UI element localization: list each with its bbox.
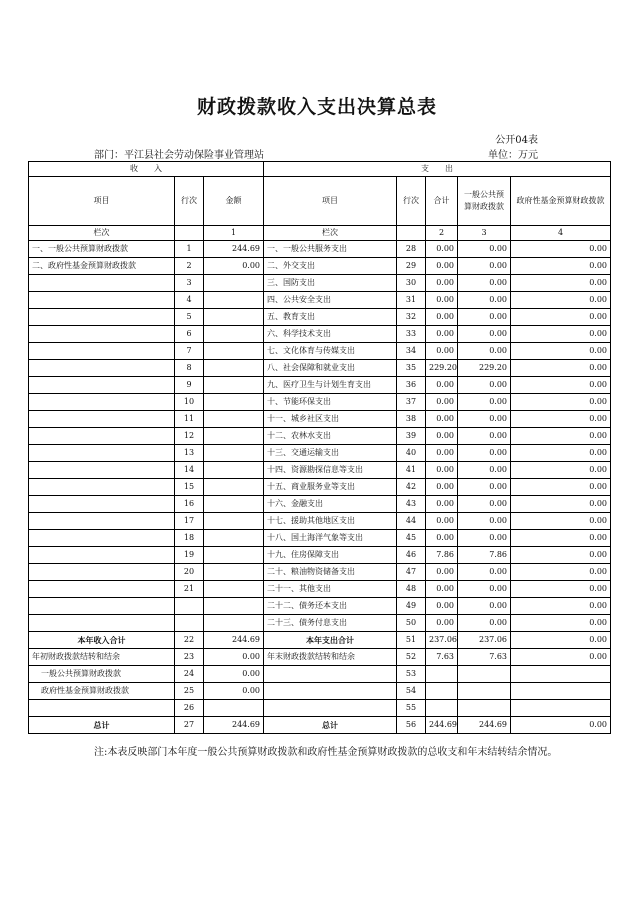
row-expense-fund: 0.00 (511, 326, 611, 343)
empty-cell (264, 683, 397, 700)
row-expense-total: 0.00 (426, 564, 458, 581)
row-expense-line: 37 (397, 394, 426, 411)
row-expense-total: 229.20 (426, 360, 458, 377)
row-income-amount (204, 615, 264, 632)
row-expense-line: 48 (397, 581, 426, 598)
row-expense-general: 0.00 (458, 309, 511, 326)
row-expense-total: 0.00 (426, 581, 458, 598)
row-expense-line: 39 (397, 428, 426, 445)
row-income-item (29, 275, 175, 292)
expense-total-fund: 0.00 (511, 632, 611, 649)
line-no: 52 (397, 649, 426, 666)
row-expense-total: 0.00 (426, 309, 458, 326)
row-income-item (29, 598, 175, 615)
col-item-left: 项目 (29, 177, 175, 226)
empty-cell (204, 700, 264, 717)
row-expense-fund: 0.00 (511, 411, 611, 428)
row-income-line: 20 (175, 564, 204, 581)
row-expense-line: 36 (397, 377, 426, 394)
table-row (29, 598, 611, 615)
row-expense-total: 0.00 (426, 496, 458, 513)
row-expense-general: 0.00 (458, 343, 511, 360)
row-income-line: 17 (175, 513, 204, 530)
table-row (29, 496, 611, 513)
grand-total-label-right: 总计 (264, 717, 397, 734)
end-balance-total: 7.63 (426, 649, 458, 666)
unit-label: 单位：万元 (488, 150, 538, 161)
row-expense-total: 0.00 (426, 258, 458, 275)
row-income-amount (204, 564, 264, 581)
row-expense-total: 0.00 (426, 275, 458, 292)
col-index-2: 2 (426, 226, 458, 241)
row-income-amount (204, 394, 264, 411)
grand-total-right: 244.69 (426, 717, 458, 734)
row-expense-item: 十五、商业服务业等支出 (264, 479, 397, 496)
row-expense-fund: 0.00 (511, 547, 611, 564)
row-expense-fund: 0.00 (511, 462, 611, 479)
row-expense-line: 30 (397, 275, 426, 292)
table-row (29, 547, 611, 564)
line-no: 27 (175, 717, 204, 734)
row-income-item (29, 360, 175, 377)
begin-balance-label: 年初财政拨款结转和结余 (29, 649, 175, 666)
end-balance-general: 7.63 (458, 649, 511, 666)
row-expense-line: 50 (397, 615, 426, 632)
row-income-item (29, 564, 175, 581)
col-index-blank (397, 226, 426, 241)
row-expense-general: 0.00 (458, 411, 511, 428)
table-row (29, 445, 611, 462)
row-income-amount (204, 445, 264, 462)
row-expense-line: 34 (397, 343, 426, 360)
empty-cell (511, 700, 611, 717)
row-expense-line: 46 (397, 547, 426, 564)
col-line-right: 行次 (397, 177, 426, 226)
row-income-line: 9 (175, 377, 204, 394)
row-expense-general: 0.00 (458, 428, 511, 445)
row-expense-fund: 0.00 (511, 275, 611, 292)
row-income-item (29, 462, 175, 479)
table-row (29, 513, 611, 530)
row-expense-fund: 0.00 (511, 309, 611, 326)
row-expense-total: 0.00 (426, 292, 458, 309)
row-expense-fund: 0.00 (511, 598, 611, 615)
empty-cell (426, 683, 458, 700)
row-income-item (29, 309, 175, 326)
row-expense-item: 十、节能环保支出 (264, 394, 397, 411)
line-no: 24 (175, 666, 204, 683)
row-expense-item: 十三、交通运输支出 (264, 445, 397, 462)
empty-cell (29, 700, 175, 717)
row-income-amount (204, 428, 264, 445)
table-row (29, 292, 611, 309)
row-expense-fund: 0.00 (511, 479, 611, 496)
row-expense-item: 十七、援助其他地区支出 (264, 513, 397, 530)
row-income-amount (204, 309, 264, 326)
table-row (29, 309, 611, 326)
col-general-budget: 一般公共预算财政拨款 (458, 177, 511, 226)
grand-total-fund: 0.00 (511, 717, 611, 734)
begin-fund-label: 政府性基金预算财政拨款 (29, 683, 175, 700)
row-income-item (29, 377, 175, 394)
table-row (29, 241, 611, 258)
row-income-line: 1 (175, 241, 204, 258)
row-income-item (29, 343, 175, 360)
empty-cell (458, 700, 511, 717)
row-expense-general: 0.00 (458, 462, 511, 479)
row-expense-total: 0.00 (426, 615, 458, 632)
grand-total-label-left: 总计 (29, 717, 175, 734)
row-expense-fund: 0.00 (511, 496, 611, 513)
row-expense-item: 十八、国土海洋气象等支出 (264, 530, 397, 547)
row-income-amount: 244.69 (204, 241, 264, 258)
end-balance-label: 年末财政拨款结转和结余 (264, 649, 397, 666)
table-row (29, 343, 611, 360)
row-expense-general: 0.00 (458, 615, 511, 632)
row-income-line: 16 (175, 496, 204, 513)
row-expense-total: 0.00 (426, 428, 458, 445)
table-row (29, 462, 611, 479)
expense-total-general: 237.06 (458, 632, 511, 649)
table-row (29, 377, 611, 394)
row-income-line: 2 (175, 258, 204, 275)
row-income-item (29, 547, 175, 564)
row-income-line: 4 (175, 292, 204, 309)
row-income-item: 一、一般公共预算财政拨款 (29, 241, 175, 258)
footnote: 注:本表反映部门本年度一般公共预算财政拨款和政府性基金预算财政拨款的总收支和年末结转结余情况。 (94, 747, 558, 758)
row-expense-general: 229.20 (458, 360, 511, 377)
row-income-line: 19 (175, 547, 204, 564)
row-expense-line: 49 (397, 598, 426, 615)
col-amount: 金额 (204, 177, 264, 226)
row-income-item (29, 479, 175, 496)
row-expense-general: 0.00 (458, 326, 511, 343)
row-income-amount (204, 462, 264, 479)
row-income-item (29, 530, 175, 547)
empty-cell (264, 666, 397, 683)
row-income-item (29, 292, 175, 309)
row-expense-fund: 0.00 (511, 513, 611, 530)
row-expense-line: 41 (397, 462, 426, 479)
row-expense-fund: 0.00 (511, 445, 611, 462)
row-expense-total: 0.00 (426, 343, 458, 360)
row-expense-item: 五、教育支出 (264, 309, 397, 326)
row-income-amount (204, 411, 264, 428)
row-expense-total: 0.00 (426, 462, 458, 479)
line-no: 25 (175, 683, 204, 700)
row-expense-item: 二十、粮油物资储备支出 (264, 564, 397, 581)
income-header: 收 入 (29, 162, 264, 177)
line-no: 53 (397, 666, 426, 683)
row-income-amount (204, 292, 264, 309)
row-expense-line: 29 (397, 258, 426, 275)
row-income-line: 18 (175, 530, 204, 547)
row-income-amount (204, 496, 264, 513)
col-total: 合计 (426, 177, 458, 226)
row-expense-total: 0.00 (426, 241, 458, 258)
row-expense-general: 0.00 (458, 581, 511, 598)
empty-cell (511, 683, 611, 700)
row-income-line: 5 (175, 309, 204, 326)
row-income-item (29, 428, 175, 445)
row-expense-fund: 0.00 (511, 564, 611, 581)
income-total-value: 244.69 (204, 632, 264, 649)
row-income-line: 12 (175, 428, 204, 445)
row-expense-item: 二十一、其他支出 (264, 581, 397, 598)
row-income-amount (204, 479, 264, 496)
row-expense-line: 33 (397, 326, 426, 343)
row-expense-item: 一、一般公共服务支出 (264, 241, 397, 258)
department-label: 部门：平江县社会劳动保险事业管理站 (94, 150, 264, 161)
table-row (29, 581, 611, 598)
row-expense-line: 40 (397, 445, 426, 462)
table-row (29, 360, 611, 377)
row-income-amount (204, 360, 264, 377)
row-expense-general: 0.00 (458, 564, 511, 581)
row-income-item (29, 581, 175, 598)
row-expense-fund: 0.00 (511, 530, 611, 547)
page-title: 财政拨款收入支出决算总表 (196, 96, 437, 118)
grand-total-general: 244.69 (458, 717, 511, 734)
row-income-item (29, 496, 175, 513)
budget-table (28, 161, 611, 734)
row-expense-fund: 0.00 (511, 258, 611, 275)
income-total-label: 本年收入合计 (29, 632, 175, 649)
row-expense-item: 十九、住房保障支出 (264, 547, 397, 564)
begin-general-value: 0.00 (204, 666, 264, 683)
line-no: 22 (175, 632, 204, 649)
row-income-amount (204, 326, 264, 343)
row-income-line: 11 (175, 411, 204, 428)
row-expense-total: 0.00 (426, 513, 458, 530)
row-expense-total: 0.00 (426, 394, 458, 411)
col-index-4: 4 (511, 226, 611, 241)
row-expense-line: 28 (397, 241, 426, 258)
row-expense-fund: 0.00 (511, 581, 611, 598)
row-expense-fund: 0.00 (511, 377, 611, 394)
row-expense-general: 0.00 (458, 513, 511, 530)
row-expense-line: 32 (397, 309, 426, 326)
row-income-amount (204, 513, 264, 530)
row-income-amount: 0.00 (204, 258, 264, 275)
row-income-item (29, 394, 175, 411)
row-expense-general: 0.00 (458, 292, 511, 309)
row-expense-fund: 0.00 (511, 394, 611, 411)
row-income-item (29, 615, 175, 632)
row-expense-item: 十二、农林水支出 (264, 428, 397, 445)
row-income-line: 21 (175, 581, 204, 598)
line-no: 23 (175, 649, 204, 666)
empty-cell (426, 666, 458, 683)
row-expense-fund: 0.00 (511, 292, 611, 309)
row-income-item: 二、政府性基金预算财政拨款 (29, 258, 175, 275)
row-expense-item: 九、医疗卫生与计划生育支出 (264, 377, 397, 394)
begin-balance-value: 0.00 (204, 649, 264, 666)
row-expense-line: 42 (397, 479, 426, 496)
row-expense-total: 7.86 (426, 547, 458, 564)
row-income-amount (204, 581, 264, 598)
row-income-line: 3 (175, 275, 204, 292)
row-income-item (29, 326, 175, 343)
col-item-right: 项目 (264, 177, 397, 226)
row-income-line: 8 (175, 360, 204, 377)
row-income-item (29, 411, 175, 428)
row-expense-general: 0.00 (458, 530, 511, 547)
row-expense-total: 0.00 (426, 445, 458, 462)
row-expense-line: 43 (397, 496, 426, 513)
row-expense-total: 0.00 (426, 598, 458, 615)
row-expense-item: 四、公共安全支出 (264, 292, 397, 309)
row-expense-general: 0.00 (458, 258, 511, 275)
row-expense-item: 二十二、债务还本支出 (264, 598, 397, 615)
row-expense-total: 0.00 (426, 326, 458, 343)
row-expense-general: 0.00 (458, 241, 511, 258)
empty-cell (426, 700, 458, 717)
row-expense-item: 三、国防支出 (264, 275, 397, 292)
table-row (29, 326, 611, 343)
row-expense-general: 7.86 (458, 547, 511, 564)
row-expense-item: 六、科学技术支出 (264, 326, 397, 343)
line-no: 26 (175, 700, 204, 717)
row-expense-general: 0.00 (458, 445, 511, 462)
row-expense-total: 0.00 (426, 377, 458, 394)
row-expense-fund: 0.00 (511, 615, 611, 632)
row-expense-item: 十四、资源勘探信息等支出 (264, 462, 397, 479)
row-income-line: 14 (175, 462, 204, 479)
col-index-3: 3 (458, 226, 511, 241)
row-expense-line: 38 (397, 411, 426, 428)
row-income-amount (204, 598, 264, 615)
expense-total-value: 237.06 (426, 632, 458, 649)
row-expense-general: 0.00 (458, 394, 511, 411)
row-income-item (29, 445, 175, 462)
row-expense-line: 35 (397, 360, 426, 377)
col-index-1: 1 (204, 226, 264, 241)
line-no: 54 (397, 683, 426, 700)
row-income-amount (204, 547, 264, 564)
row-expense-general: 0.00 (458, 496, 511, 513)
row-expense-general: 0.00 (458, 598, 511, 615)
row-expense-general: 0.00 (458, 275, 511, 292)
empty-cell (264, 700, 397, 717)
row-expense-item: 二、外交支出 (264, 258, 397, 275)
row-expense-line: 44 (397, 513, 426, 530)
row-expense-item: 二十三、债务付息支出 (264, 615, 397, 632)
row-income-line (175, 615, 204, 632)
begin-fund-value: 0.00 (204, 683, 264, 700)
row-income-amount (204, 530, 264, 547)
line-no: 51 (397, 632, 426, 649)
row-income-amount (204, 343, 264, 360)
summary-section (29, 632, 611, 734)
col-index-blank (175, 226, 204, 241)
row-income-line: 10 (175, 394, 204, 411)
table-row (29, 530, 611, 547)
row-expense-item: 八、社会保障和就业支出 (264, 360, 397, 377)
row-expense-total: 0.00 (426, 411, 458, 428)
table-row (29, 615, 611, 632)
end-balance-fund: 0.00 (511, 649, 611, 666)
col-index-label-right: 栏次 (264, 226, 397, 241)
row-expense-fund: 0.00 (511, 343, 611, 360)
table-row (29, 411, 611, 428)
empty-cell (458, 683, 511, 700)
table-row (29, 275, 611, 292)
row-expense-general: 0.00 (458, 377, 511, 394)
table-row (29, 394, 611, 411)
expense-total-label: 本年支出合计 (264, 632, 397, 649)
row-expense-item: 七、文化体育与传媒支出 (264, 343, 397, 360)
col-gov-fund: 政府性基金预算财政拨款 (511, 177, 611, 226)
table-row (29, 428, 611, 445)
row-expense-line: 47 (397, 564, 426, 581)
col-line-left: 行次 (175, 177, 204, 226)
row-income-line: 6 (175, 326, 204, 343)
line-no: 56 (397, 717, 426, 734)
row-expense-general: 0.00 (458, 479, 511, 496)
sheet-number: 公开04表 (495, 135, 538, 146)
line-no: 55 (397, 700, 426, 717)
row-income-line (175, 598, 204, 615)
table-row (29, 258, 611, 275)
begin-general-label: 一般公共预算财政拨款 (29, 666, 175, 683)
empty-cell (511, 666, 611, 683)
col-index-label-left: 栏次 (29, 226, 175, 241)
table-row (29, 479, 611, 496)
empty-cell (458, 666, 511, 683)
grand-total-left: 244.69 (204, 717, 264, 734)
row-expense-line: 31 (397, 292, 426, 309)
row-expense-total: 0.00 (426, 530, 458, 547)
row-income-item (29, 513, 175, 530)
row-expense-total: 0.00 (426, 479, 458, 496)
row-income-line: 7 (175, 343, 204, 360)
row-expense-item: 十一、城乡社区支出 (264, 411, 397, 428)
row-income-amount (204, 377, 264, 394)
expense-header: 支 出 (264, 162, 611, 177)
row-income-amount (204, 275, 264, 292)
table-row (29, 564, 611, 581)
row-expense-item: 十六、金融支出 (264, 496, 397, 513)
row-expense-line: 45 (397, 530, 426, 547)
row-expense-fund: 0.00 (511, 428, 611, 445)
row-expense-fund: 0.00 (511, 241, 611, 258)
row-income-line: 13 (175, 445, 204, 462)
row-income-line: 15 (175, 479, 204, 496)
row-expense-fund: 0.00 (511, 360, 611, 377)
